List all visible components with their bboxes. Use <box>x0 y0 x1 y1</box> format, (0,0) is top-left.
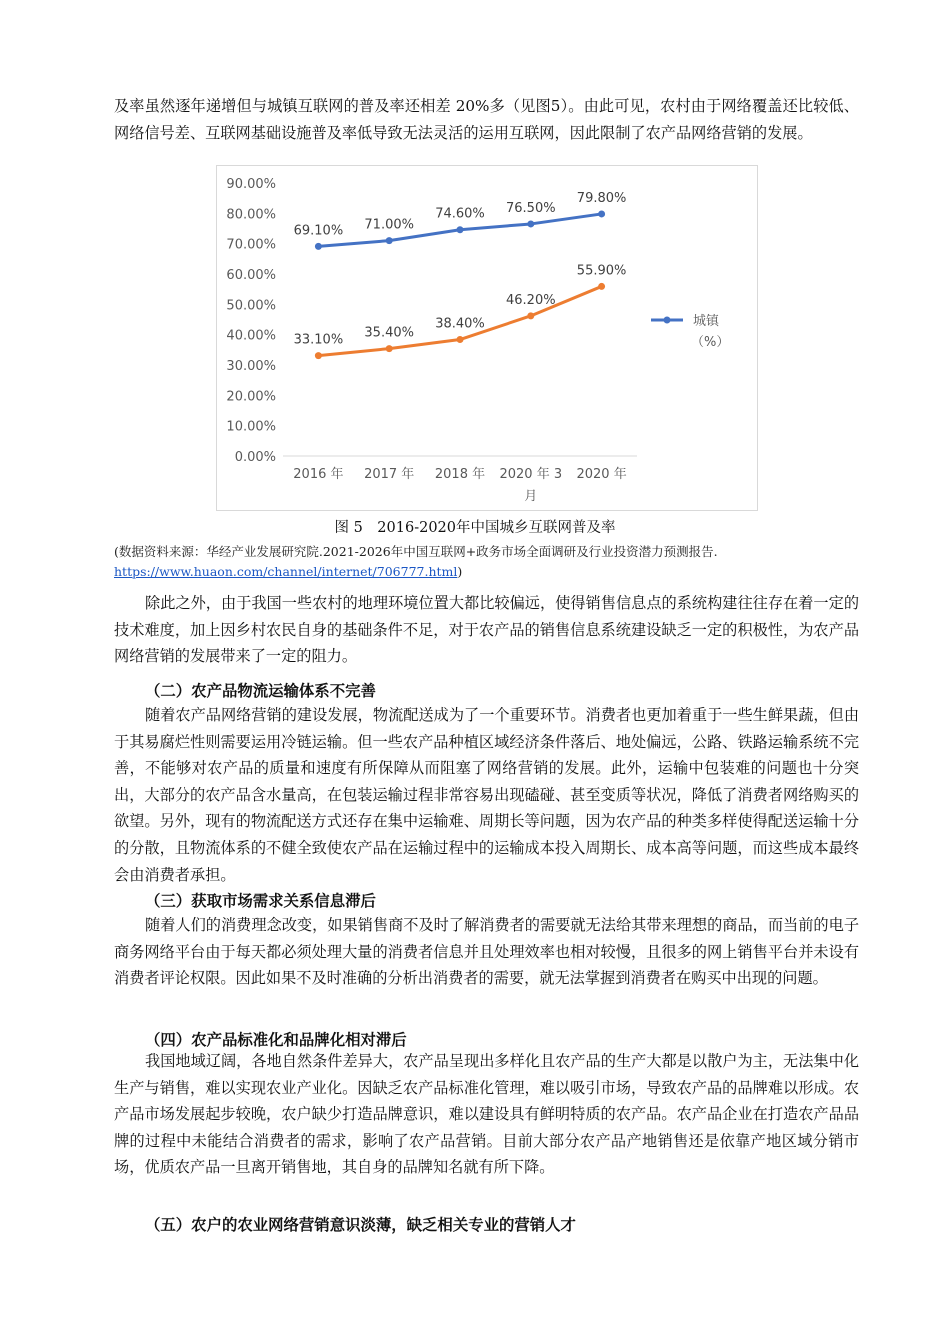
data-label: 71.00% <box>364 217 414 233</box>
data-point <box>457 336 464 343</box>
y-tick-label: 50.00% <box>226 298 276 314</box>
y-tick-label: 80.00% <box>226 207 276 223</box>
figure-caption: 图 5 2016-2020年中国城乡互联网普及率 <box>334 520 616 536</box>
data-label: 55.90% <box>576 263 627 279</box>
intro-paragraph: 及率虽然逐年递增但与城镇互联网的普及率还相差 20%多（见图5）。由此可见，农村由于网络覆盖还比较低、网络信号差、互联网基础设施普及率低导致无法灵活的运用互联网，因此限制了农产品网络营销的发展。 <box>114 97 859 142</box>
section-heading-standardization: （四）农产品标准化和品牌化相对滞后 <box>145 1031 407 1049</box>
y-tick-label: 40.00% <box>226 328 276 344</box>
x-tick-label: 月 <box>524 489 538 504</box>
section-body-logistics: 随着农产品网络营销的建设发展，物流配送成为了一个重要环节。消费者也更加着重于一些生鲜果蔬，但由于其易腐烂性则需要运用冷链运输。但一些农产品种植区域经济条件落后、地处偏远，公路、铁路运输系统不完善，不能够对农产品的质量和速度有所保障从而阻塞了网络营销的发展。此外，运输中包装难的问题也十分突出，大部分的农产品含水量高，在包装运输过程非常容易出现磕碰、甚至变质等状况，降低了消费者网络购买的欲望。另外，现有的物流配送方式还存在集中运输难、周期长等问题，因为农产品的种类多样使得配送运输十分的分散，且物流体系的不健全致使农产品在运输过程中的运输成本投入周期长、成本高等问题，而这些成本最终会由消费者承担。 <box>114 706 859 884</box>
x-tick-label: 2017 年 <box>364 467 415 482</box>
data-label: 76.50% <box>506 200 556 216</box>
section-heading-marketing-talent: （五）农户的农业网络营销意识淡薄，缺乏相关专业的营销人才 <box>145 1216 576 1234</box>
data-label: 69.10% <box>293 223 344 239</box>
data-point <box>457 226 464 233</box>
data-point <box>527 220 534 227</box>
section-body-market-info: 随着人们的消费理念改变，如果销售商不及时了解消费者的需要就无法给其带来理想的商品，而当前的电子商务网络平台由于每天都必须处理大量的消费者信息并且处理效率也相对较慢，且很多的网上销售平台并未设有消费者评论权限。因此如果不及时准确的分析出消费者的需要，就无法掌握到消费者在购买中出现的问题。 <box>114 916 859 988</box>
y-tick-label: 20.00% <box>226 389 276 405</box>
data-label: 35.40% <box>364 325 414 341</box>
y-tick-label: 60.00% <box>226 268 276 283</box>
data-label: 79.80% <box>576 190 627 206</box>
section-body-standardization: 我国地域辽阔，各地自然条件差异大，农产品呈现出多样化且农产品的生产大都是以散户为主，无法集中化生产与销售，难以实现农业产业化。因缺乏农产品标准化管理，难以吸引市场，导致农产品的品牌难以形成。农产品市场发展起步较晚，农户缺少打造品牌意识，难以建设具有鲜明特质的农产品。农产品企业在打造农产品品牌的过程中未能结合消费者的需求，影响了农产品营销。目前大部分农产品产地销售还是依靠产地区域分销市场，优质农产品一旦离开销售地，其自身的品牌知名就有所下降。 <box>114 1052 859 1177</box>
x-tick-label: 2020 年 3 <box>499 467 563 482</box>
x-tick-label: 2016 年 <box>293 467 344 482</box>
section-heading-market-info: （三）获取市场需求关系信息滞后 <box>145 892 376 910</box>
line-chart-svg <box>217 166 757 510</box>
data-point <box>315 243 322 250</box>
y-tick-label: 30.00% <box>226 359 276 374</box>
legend-label: 城镇 <box>693 314 720 329</box>
data-point <box>386 345 393 352</box>
source-close: ) <box>457 564 463 579</box>
internet-penetration-chart <box>216 165 758 511</box>
data-point <box>315 352 322 359</box>
y-tick-label: 0.00% <box>234 450 276 465</box>
figure-source <box>114 542 874 582</box>
x-tick-label: 2018 年 <box>434 467 486 482</box>
data-label: 38.40% <box>435 316 485 332</box>
x-tick-label: 2020 年 <box>576 467 627 482</box>
section-heading-logistics: （二）农产品物流运输体系不完善 <box>145 682 376 700</box>
y-tick-label: 70.00% <box>226 237 276 253</box>
data-label: 46.20% <box>506 292 556 308</box>
paragraph-info-system: 除此之外，由于我国一些农村的地理环境位置大都比较偏远，使得销售信息点的系统构建往往存在着一定的技术难度，加上因乡村农民自身的基础条件不足，对于农产品的销售信息系统建设缺乏一定的积极性，为农产品网络营销的发展带来了一定的阻力。 <box>114 594 859 666</box>
data-label: 74.60% <box>435 206 485 222</box>
y-tick-label: 10.00% <box>226 419 276 435</box>
data-label: 33.10% <box>293 332 344 348</box>
data-point <box>386 237 393 244</box>
data-point <box>598 210 605 217</box>
y-tick-label: 90.00% <box>226 177 276 192</box>
data-point <box>527 312 534 319</box>
data-point <box>598 283 605 290</box>
source-text: (数据资料来源：华经产业发展研究院.2021-2026年中国互联网+政务市场全面调研及行业投资潜力预测报告. <box>114 544 718 559</box>
source-link[interactable]: https://www.huaon.com/channel/internet/706777.html <box>114 564 458 579</box>
legend-label: （%） <box>691 335 730 350</box>
legend-marker <box>664 317 671 324</box>
